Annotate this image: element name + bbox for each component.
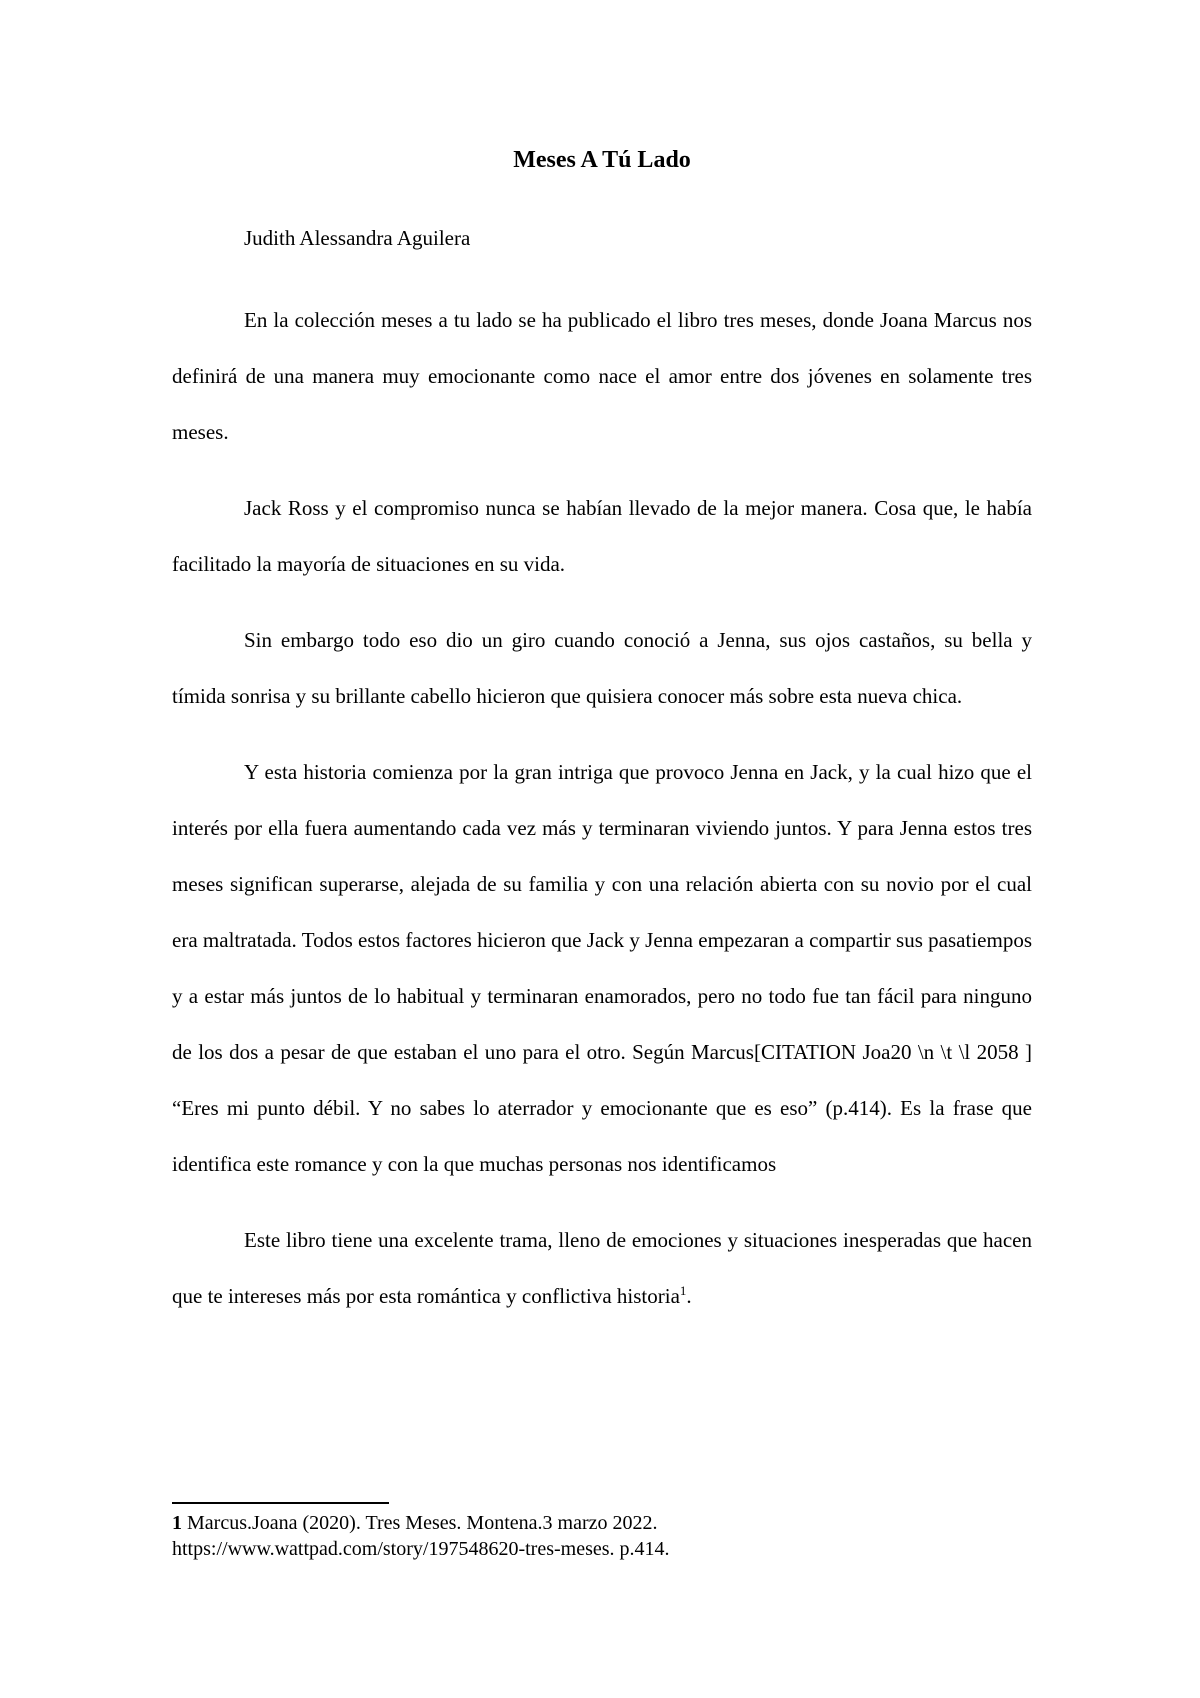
footnote-number: 1	[172, 1512, 182, 1534]
footnote-separator	[172, 1502, 389, 1504]
footnote-line-1	[172, 1510, 1032, 1536]
paragraph-5-text: Este libro tiene una excelente trama, lleno de emociones y situaciones inesperadas que hacen que te intereses más por esta romántica y conflictiva historia	[172, 1228, 1032, 1308]
footnote	[172, 1510, 1032, 1562]
document-title: Meses A Tú Lado	[513, 147, 691, 173]
footnote-url[interactable]: https://www.wattpad.com/story/197548620-tres-meses. p.414.	[172, 1538, 670, 1560]
paragraph-3: Sin embargo todo eso dio un giro cuando conoció a Jenna, sus ojos castaños, su bella y tímida sonrisa y su brillante cabello hicieron que quisiera conocer más sobre esta nueva chica.	[172, 628, 1032, 708]
paragraph-1: En la colección meses a tu lado se ha publicado el libro tres meses, donde Joana Marcus nos definirá de una manera muy emocionante como nace el amor entre dos jóvenes en solamente tres meses.	[172, 308, 1032, 444]
document-body	[172, 140, 1032, 1324]
footnote-reference[interactable]: 1	[679, 1283, 687, 1298]
paragraph-5	[172, 1212, 1032, 1324]
footnote-citation: Marcus.Joana (2020). Tres Meses. Montena.3 marzo 2022.	[182, 1512, 658, 1534]
document-author: Judith Alessandra Aguilera	[244, 226, 471, 250]
paragraph-4: Y esta historia comienza por la gran intriga que provoco Jenna en Jack, y la cual hizo que el interés por ella fuera aumentando cada vez más y terminaran viviendo juntos. Y para Jenna estos tres meses significan superarse, alejada de su familia y con una relación abierta con su novio por el cual era maltratada. Todos estos factores hicieron que Jack y Jenna empezaran a compartir sus pasatiempos y a estar más juntos de lo habitual y terminaran enamorados, pero no todo fue tan fácil para ninguno de los dos a pesar de que estaban el uno para el otro. Según Marcus[CITATION Joa20 \n \t \l 2058 ] “Eres mi punto débil. Y no sabes lo aterrador y emocionante que es eso” (p.414). Es la frase que identifica este romance y con la que muchas personas nos identificamos	[172, 760, 1032, 1176]
paragraph-2: Jack Ross y el compromiso nunca se habían llevado de la mejor manera. Cosa que, le había facilitado la mayoría de situaciones en su vida.	[172, 496, 1032, 576]
paragraph-5-end: .	[686, 1284, 692, 1308]
